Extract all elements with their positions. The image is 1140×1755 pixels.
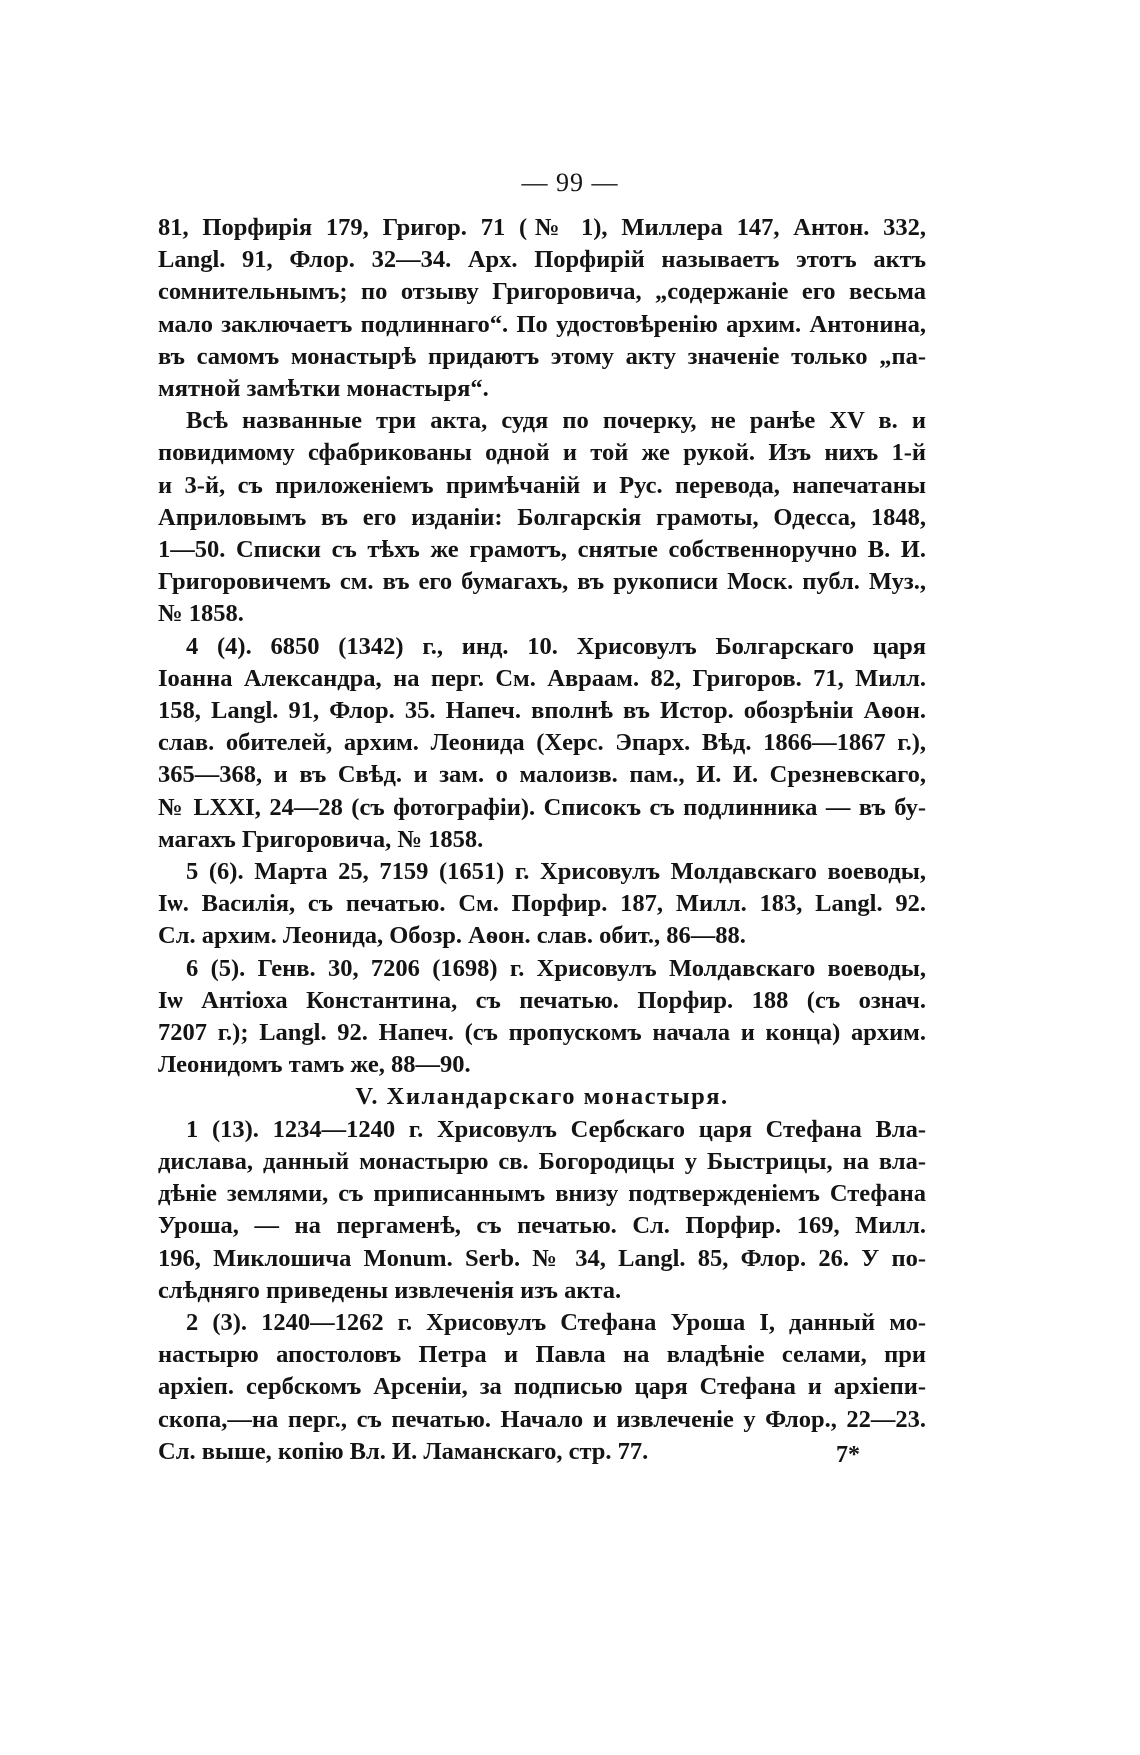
text-line: мало заключаетъ подлиннаго“. По удостовѣренію архим. Антонина, bbox=[158, 310, 926, 338]
text-line: Іѡ. Василія, съ печатью. См. Порфир. 187, Милл. 183, Langl. 92. bbox=[158, 890, 926, 918]
page-number: — 99 — bbox=[521, 168, 619, 197]
paragraph-4 bbox=[158, 856, 926, 953]
text-line: настырю апостоловъ Петра и Павла на владѣніе селами, при bbox=[158, 1341, 926, 1369]
text-line: № 1858. bbox=[158, 600, 244, 628]
text-line: Сл. выше, копію Вл. И. Ламанскаго, стр. 77. bbox=[158, 1437, 649, 1465]
text-line: № LXXI, 24—28 (съ фотографіи). Списокъ съ подлинника — въ бу- bbox=[158, 793, 926, 821]
text-line: Langl. 91, Флор. 32—34. Арх. Порфирій называетъ этотъ актъ bbox=[158, 246, 926, 274]
paragraph-3 bbox=[158, 631, 926, 856]
text-line: Іѡ Антіоха Константина, съ печатью. Порфир. 188 (съ означ. bbox=[158, 986, 926, 1014]
text-line: Всѣ названные три акта, судя по почерку, не ранѣе XV в. и bbox=[186, 407, 926, 435]
text-line: мятной замѣтки монастыря“. bbox=[158, 375, 489, 403]
text-line: 2 (3). 1240—1262 г. Хрисовулъ Стефана Уроша I, данный мо- bbox=[186, 1308, 926, 1336]
page-body bbox=[158, 212, 926, 1468]
text-line: Априловымъ въ его изданіи: Болгарскія грамоты, Одесса, 1848, bbox=[158, 503, 926, 531]
text-line: 6 (5). Генв. 30, 7206 (1698) г. Хрисовулъ Молдавскаго воеводы, bbox=[186, 954, 926, 982]
text-line: слав. обителей, архим. Леонида (Херс. Эпарх. Вѣд. 1866—1867 г.), bbox=[158, 729, 926, 757]
section-heading bbox=[158, 1081, 926, 1113]
paragraph-6 bbox=[158, 1114, 926, 1307]
text-line: дислава, данный монастырю св. Богородицы у Быстрицы, на вла- bbox=[158, 1147, 926, 1175]
signature-mark: 7* bbox=[836, 1442, 860, 1468]
text-line: дѣніе землями, съ приписаннымъ внизу подтвержденіемъ Стефана bbox=[158, 1180, 926, 1208]
text-line: и 3-й, съ приложеніемъ примѣчаній и Рус. перевода, напечатаны bbox=[158, 471, 926, 499]
text-line: Григоровичемъ см. въ его бумагахъ, въ рукописи Моск. публ. Муз., bbox=[158, 568, 926, 596]
text-line: 365—368, и въ Свѣд. и зам. о малоизв. пам., И. И. Срезневскаго, bbox=[158, 761, 926, 789]
text-line: 4 (4). 6850 (1342) г., инд. 10. Хрисовулъ Болгарскаго царя bbox=[186, 632, 926, 660]
text-line: Леонидомъ тамъ же, 88—90. bbox=[158, 1051, 471, 1079]
paragraph-2 bbox=[158, 405, 926, 630]
text-line: архіеп. сербскомъ Арсеніи, за подписью царя Стефана и архіепи- bbox=[158, 1373, 926, 1401]
text-line: 5 (6). Марта 25, 7159 (1651) г. Хрисовулъ Молдавскаго воеводы, bbox=[186, 858, 926, 886]
text-line: Уроша, — на пергаменѣ, съ печатью. Сл. Порфир. 169, Милл. bbox=[158, 1212, 926, 1240]
paragraph-7 bbox=[158, 1307, 926, 1468]
text-line: въ самомъ монастырѣ придаютъ этому акту значеніе только „па- bbox=[158, 342, 926, 370]
text-line: 158, Langl. 91, Флор. 35. Напеч. вполнѣ въ Истор. обозрѣніи Аѳон. bbox=[158, 697, 926, 725]
text-line: слѣдняго приведены извлеченія изъ акта. bbox=[158, 1276, 622, 1304]
text-line: 196, Миклошича Monum. Serb. № 34, Langl. 85, Флор. 26. У по- bbox=[158, 1244, 926, 1272]
section-heading-text: V. Хиландарскаго монастыря. bbox=[355, 1083, 729, 1111]
text-line: 7207 г.); Langl. 92. Напеч. (съ пропускомъ начала и конца) архим. bbox=[158, 1019, 926, 1047]
text-line: 1 (13). 1234—1240 г. Хрисовулъ Сербскаго царя Стефана Вла- bbox=[186, 1115, 926, 1143]
text-line: магахъ Григоровича, № 1858. bbox=[158, 825, 484, 853]
text-line: Сл. архим. Леонида, Обозр. Аѳон. слав. обит., 86—88. bbox=[158, 922, 746, 950]
text-line: сомнительнымъ; по отзыву Григоровича, „содержаніе его весьма bbox=[158, 278, 926, 306]
text-line: 81, Порфирія 179, Григор. 71 (№ 1), Миллера 147, Антон. 332, bbox=[158, 214, 926, 241]
paragraph-5 bbox=[158, 953, 926, 1082]
text-line: повидимому сфабрикованы одной и той же рукой. Изъ нихъ 1-й bbox=[158, 439, 926, 467]
text-line: скопа,—на перг., съ печатью. Начало и извлеченіе у Флор., 22—23. bbox=[158, 1405, 926, 1433]
text-line: 1—50. Списки съ тѣхъ же грамотъ, снятые собственноручно В. И. bbox=[158, 536, 926, 564]
paragraph-1 bbox=[158, 212, 926, 405]
text-line: Іоанна Александра, на перг. См. Авраам. 82, Григоров. 71, Милл. bbox=[158, 664, 926, 692]
